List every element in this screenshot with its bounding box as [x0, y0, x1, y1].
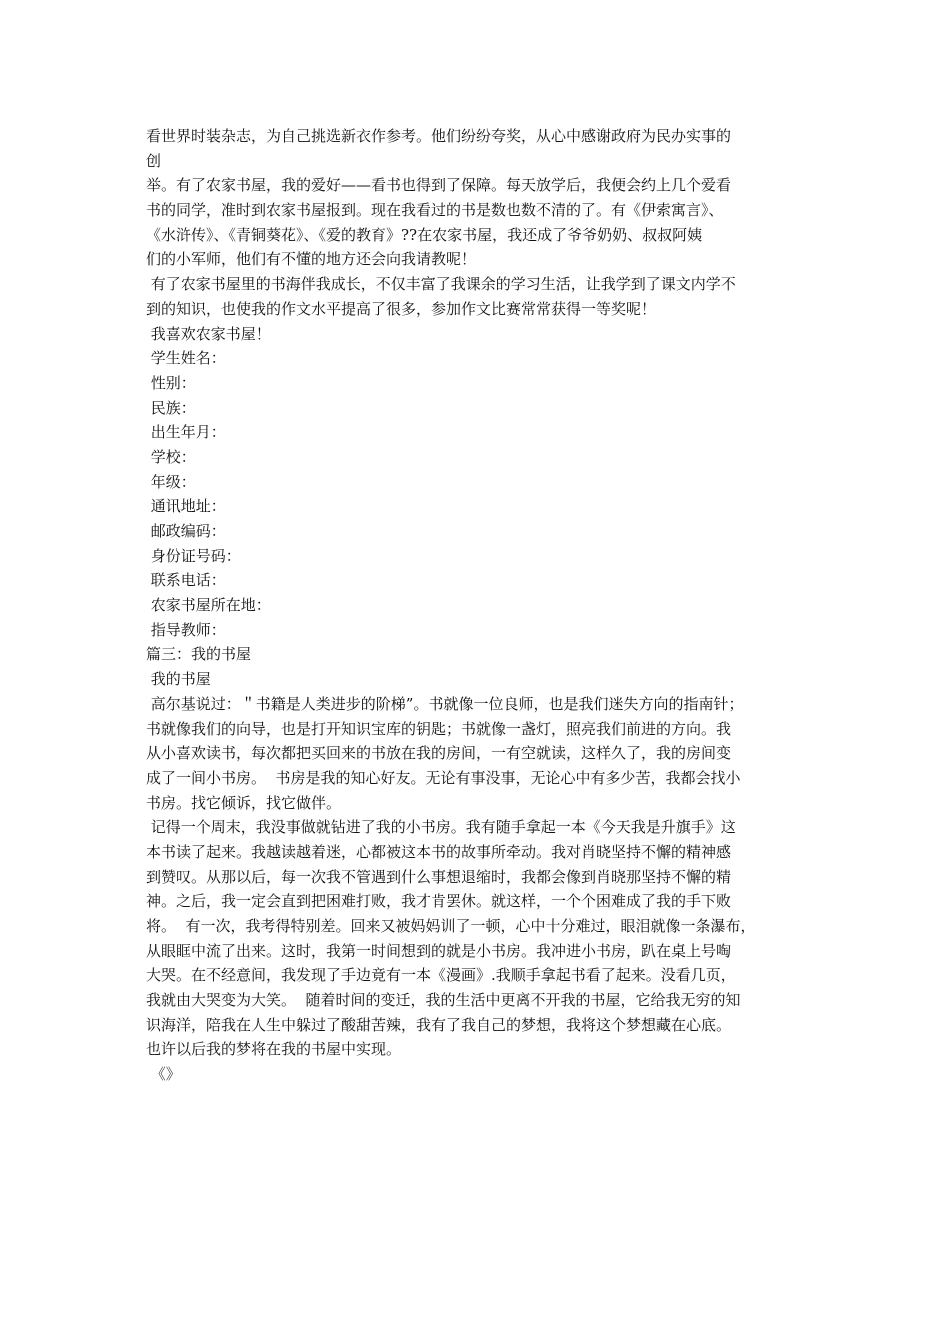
text-line: 《水浒传》、《青铜葵花》、《爱的教育》??在农家书屋，我还成了爷爷奶奶、叔叔阿姨	[146, 225, 703, 244]
text-line: 记得一个周末，我没事做就钻进了我的小书房。我有随手拿起一本《今天我是升旗手》这	[146, 818, 736, 837]
text-line: 书的同学，准时到农家书屋报到。现在我看过的书是数也数不清的了。有《伊索寓言》、	[146, 201, 724, 220]
text-line: 识海洋，陪我在人生中躲过了酸甜苦辣，我有了我自己的梦想，我将这个梦想藏在心底。	[146, 1015, 732, 1034]
text-line: 篇三：我的书屋	[146, 645, 252, 664]
text-line: 将。 有一次，我考得特别差。回来又被妈妈训了一顿，心中十分难过，眼泪就像一条瀑布，	[146, 917, 756, 935]
text-line: 学校：	[146, 447, 196, 466]
text-line: 高尔基说过：＂书籍是人类进步的阶梯”。书就像一位良师，也是我们迷失方向的指南针；	[146, 694, 744, 713]
text-line: 我喜欢农家书屋！	[146, 324, 271, 343]
text-line: 从小喜欢读书，每次都把买回来的书放在我的房间，一有空就读，这样久了，我的房间变	[146, 744, 732, 763]
text-line: 创	[146, 151, 162, 170]
text-line: 农家书屋所在地：	[146, 596, 271, 615]
text-line: 出生年月：	[146, 423, 226, 442]
text-line: 成了一间小书房。 书房是我的知心好友。无论有事没事，无论心中有多少苦，我都会找小	[146, 768, 741, 787]
text-line: 举。有了农家书屋，我的爱好——看书也得到了保障。每天放学后，我便会约上几个爱看	[146, 176, 732, 195]
text-line: 书房。找它倾诉，找它做伴。	[146, 793, 342, 812]
text-line: 大哭。在不经意间，我发现了手边竟有一本《漫画》.我顺手拿起书看了起来。没看几页，	[146, 966, 736, 985]
text-line: 我就由大哭变为大笑。 随着时间的变迁，我的生活中更离不开我的书屋，它给我无穷的知	[146, 991, 741, 1010]
text-line: 本书读了起来。我越读越着迷，心都被这本书的故事所牵动。我对肖晓坚持不懈的精神感	[146, 842, 732, 861]
text-line: 《》	[146, 1065, 181, 1084]
text-line: 到赞叹。从那以后，每一次我不管遇到什么事想退缩时，我都会像到肖晓那坚持不懈的精	[146, 867, 732, 886]
text-line: 指导教师：	[146, 620, 226, 639]
text-line: 神。之后，我一定会直到把困难打败，我才肯罢休。就这样，一个个困难成了我的手下败	[146, 892, 732, 911]
text-line: 民族：	[146, 398, 196, 417]
text-line: 们的小军师，他们有不懂的地方还会向我请教呢！	[146, 250, 477, 269]
text-line: 性别：	[146, 373, 196, 392]
text-line: 邮政编码：	[146, 522, 226, 540]
text-line: 年级：	[146, 472, 196, 491]
text-line: 我的书屋	[146, 670, 211, 689]
text-line: 也许以后我的梦将在我的书屋中实现。	[146, 1040, 402, 1059]
text-line: 到的知识，也使我的作文水平提高了很多，参加作文比赛常常获得一等奖呢！	[146, 299, 657, 318]
text-line: 从眼眶中流了出来。这时，我第一时间想到的就是小书房。我冲进小书房，趴在桌上号啕	[146, 941, 732, 960]
text-line: 通讯地址：	[146, 497, 226, 516]
text-line: 学生姓名：	[146, 349, 226, 368]
text-line: 有了农家书屋里的书海伴我成长，不仅丰富了我课余的学习生活，让我学到了课文内学不	[146, 275, 736, 294]
document-page	[146, 124, 826, 1087]
text-line: 身份证号码：	[146, 546, 241, 565]
text-line: 看世界时装杂志，为自己挑选新衣作参考。他们纷纷夸奖，从心中感谢政府为民办实事的	[146, 127, 732, 145]
text-line: 联系电话：	[146, 571, 226, 590]
text-line: 书就像我们的向导，也是打开知识宝库的钥匙；书就像一盏灯，照亮我们前进的方向。我	[146, 719, 732, 738]
